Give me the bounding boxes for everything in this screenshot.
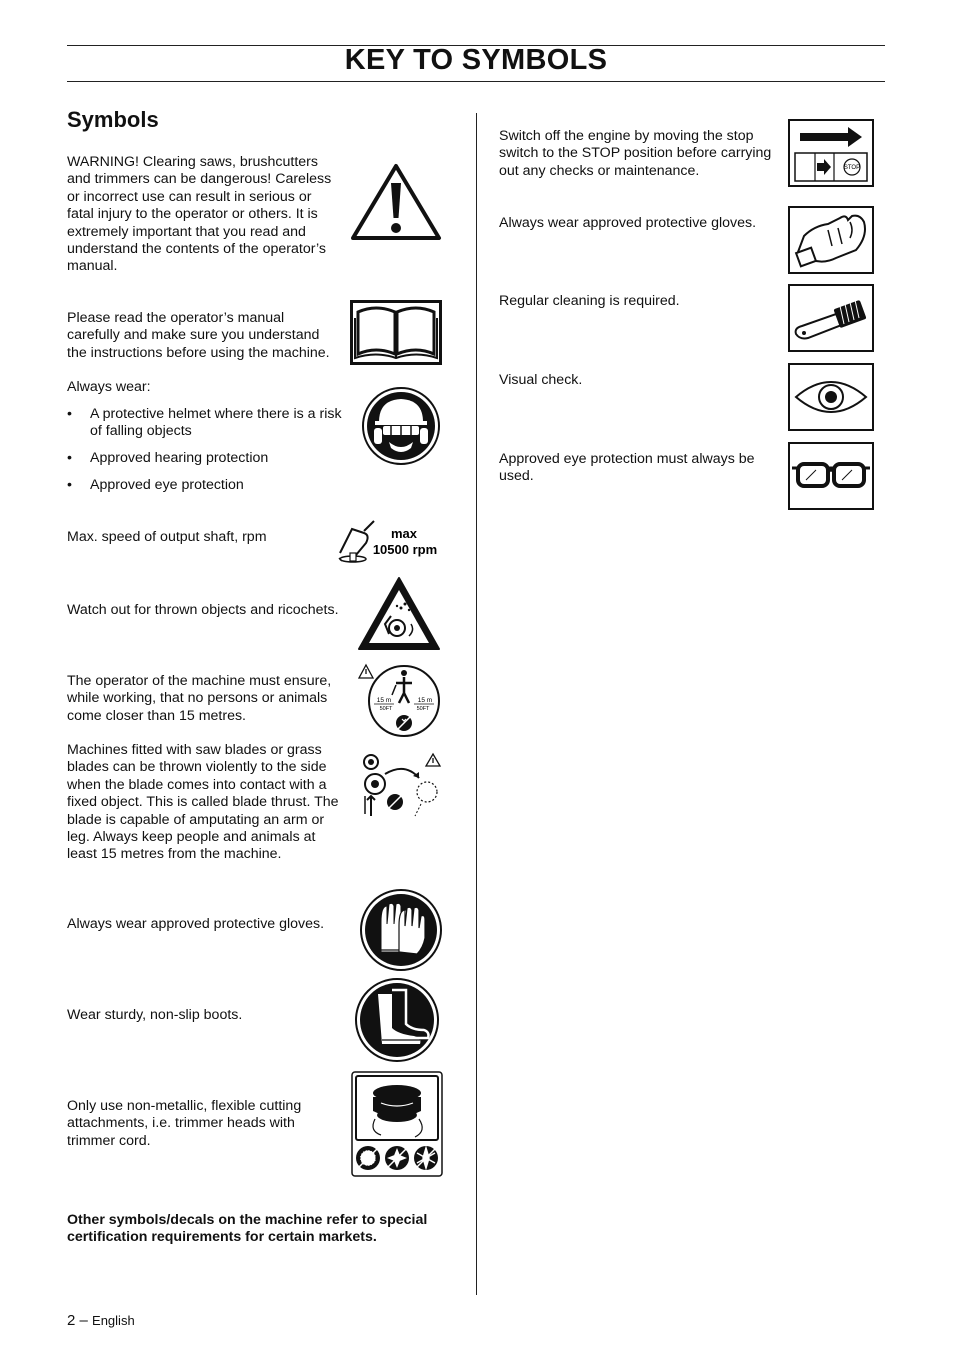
title-underline	[67, 81, 885, 82]
speed-text: Max. speed of output shaft, rpm	[67, 529, 267, 545]
thrown-objects-icon	[357, 576, 441, 652]
page-footer	[67, 1312, 135, 1329]
goggles-icon	[788, 442, 874, 510]
rpm-icon	[336, 517, 446, 567]
page-title: KEY TO SYMBOLS	[344, 44, 608, 76]
eye-icon	[788, 363, 874, 431]
other-symbols-note: Other symbols/decals on the machine refer to special certification requirements for certain markets.	[67, 1212, 428, 1246]
blade-thrust-icon	[357, 752, 445, 820]
blade-thrust-text: Machines fitted with saw blades or grass blades can be thrown violently to the side when the blade comes into contact with a fixed object. This is called blade thrust. The blade is capable of amputating an arm or leg. Always keep people and animals at least 15 metres from the machine.	[67, 742, 339, 863]
eye-protection-text: Approved eye protection must always be used.	[499, 451, 755, 485]
nonmetal-text: Only use non-metallic, flexible cutting attachments, i.e. trimmer heads with trimmer cord.	[67, 1098, 302, 1149]
distance-left-m: 15 m	[376, 697, 392, 704]
distance-right-m: 15 m	[417, 697, 433, 704]
boots-circle-icon	[352, 978, 442, 1062]
distance-text: The operator of the machine must ensure, while working, that no persons or animals come closer than 15 metres.	[67, 673, 332, 724]
gloves-text-right: Always wear approved protective gloves.	[499, 215, 757, 231]
bullet-helmet: • A protective helmet where there is a risk of falling objects	[67, 406, 342, 440]
page-number: 2 –	[67, 1312, 88, 1329]
column-divider	[476, 113, 477, 1295]
section-title: Symbols	[67, 107, 159, 132]
always-wear-label: Always wear:	[67, 379, 151, 395]
rpm-icon-max: max	[390, 526, 418, 541]
bullet-hearing: • Approved hearing protection	[67, 450, 269, 466]
warning-text: WARNING! Clearing saws, brushcutters and trimmers can be dangerous! Careless or incorrect use can result in serious or fatal injury to the operator or others. It is extremely important that you read and understand the contents of the operator’s manual.	[67, 154, 332, 275]
safety-distance-icon	[352, 661, 444, 739]
trimmer-head-icon	[351, 1071, 443, 1177]
gloves-text-left: Always wear approved protective gloves.	[67, 916, 325, 932]
bullet-eye: • Approved eye protection	[67, 477, 244, 493]
gloves-circle-icon	[359, 888, 443, 972]
visual-check-text: Visual check.	[499, 372, 583, 388]
distance-left-ft: 50FT	[379, 706, 393, 712]
stop-icon-label: STOP	[843, 165, 861, 171]
footer-language: English	[92, 1313, 135, 1328]
book-icon	[350, 300, 442, 365]
rpm-icon-value: 10500 rpm	[372, 542, 438, 557]
stop-switch-icon	[788, 119, 874, 187]
brush-icon	[788, 284, 874, 352]
boots-text: Wear sturdy, non-slip boots.	[67, 1007, 243, 1023]
glove-icon	[788, 206, 874, 274]
warning-triangle-icon	[350, 163, 442, 241]
stop-text: Switch off the engine by moving the stop switch to the STOP position before carrying out any checks or maintenance.	[499, 128, 772, 179]
helmet-protection-icon	[361, 386, 441, 466]
thrown-objects-text: Watch out for thrown objects and ricochets.	[67, 602, 339, 618]
distance-right-ft: 50FT	[416, 706, 430, 712]
manual-text: Please read the operator’s manual carefully and make sure you understand the instructions before using the machine.	[67, 310, 330, 361]
cleaning-text: Regular cleaning is required.	[499, 293, 680, 309]
